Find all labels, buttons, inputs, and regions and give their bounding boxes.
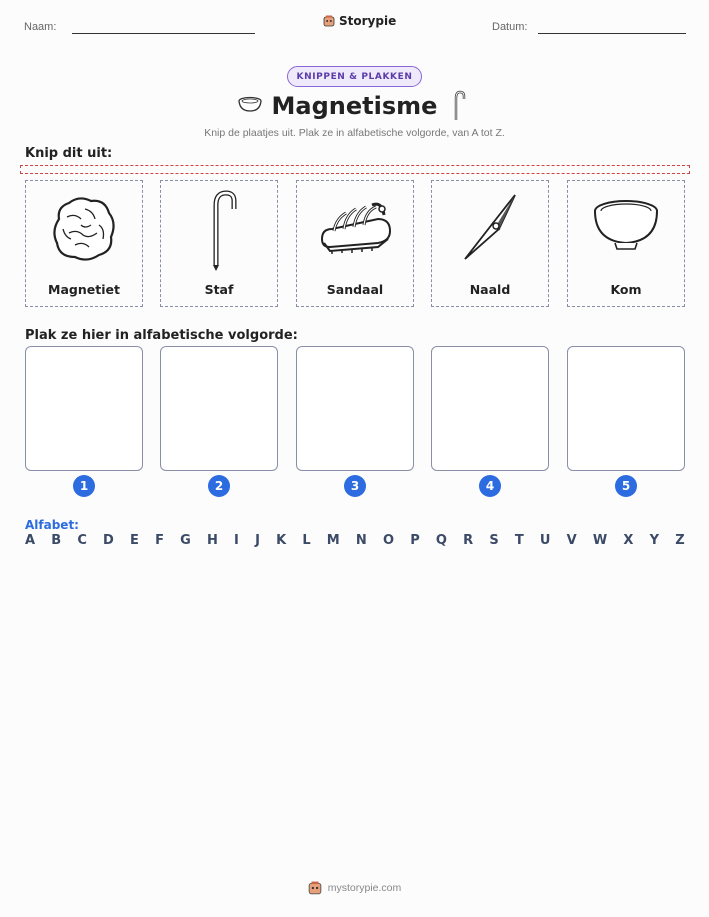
- alphabet-letter: W: [592, 533, 608, 548]
- alphabet-letter: D: [103, 533, 114, 548]
- footer: [0, 881, 709, 895]
- activity-type-badge: KNIPPEN & PLAKKEN: [287, 66, 422, 87]
- page-title: Magnetisme: [271, 92, 438, 120]
- instructions: Knip de plaatjes uit. Plak ze in alfabetische volgorde, van A tot Z.: [204, 127, 505, 139]
- alphabet-letter: X: [623, 533, 634, 548]
- magnetite-rock-icon: [45, 189, 123, 271]
- paste-slot-3[interactable]: [296, 346, 414, 471]
- slot-number-5: 5: [615, 475, 637, 497]
- alphabet-letter: Q: [435, 533, 447, 548]
- paste-slot-4[interactable]: [431, 346, 549, 471]
- paste-slot-5[interactable]: [567, 346, 685, 471]
- card-label: Sandaal: [326, 282, 384, 297]
- cut-section-title: Knip dit uit:: [25, 146, 113, 161]
- alphabet-letter: H: [206, 533, 218, 548]
- date-line[interactable]: [538, 33, 686, 34]
- alphabet-letter: T: [514, 533, 524, 548]
- alphabet-letter: P: [410, 533, 420, 548]
- slot-number-1: 1: [73, 475, 95, 497]
- alphabet-title: Alfabet:: [25, 518, 79, 532]
- alphabet-row: [25, 533, 685, 548]
- alphabet-letter: S: [489, 533, 499, 548]
- alphabet-letter: K: [276, 533, 287, 548]
- storypie-mascot-icon: [323, 15, 335, 27]
- card-label: Kom: [610, 282, 642, 297]
- sandal-icon: [316, 189, 394, 271]
- paste-slot-1[interactable]: [25, 346, 143, 471]
- cut-card-staf[interactable]: [160, 180, 278, 307]
- card-label: Staf: [204, 282, 234, 297]
- alphabet-letter: B: [51, 533, 62, 548]
- alphabet-letter: V: [566, 533, 577, 548]
- alphabet-letter: A: [25, 533, 36, 548]
- bowl-icon: [587, 189, 665, 271]
- alphabet-letter: L: [302, 533, 311, 548]
- logo-text: Storypie: [339, 14, 397, 28]
- storypie-mascot-icon: [308, 881, 322, 895]
- slot-number-3: 3: [344, 475, 366, 497]
- alphabet-letter: J: [255, 533, 260, 548]
- alphabet-letter: N: [355, 533, 367, 548]
- staff-icon: [180, 189, 258, 271]
- name-line[interactable]: [72, 33, 255, 34]
- staff-icon: [450, 90, 466, 122]
- storypie-logo: [323, 14, 396, 28]
- alphabet-letter: M: [326, 533, 340, 548]
- footer-url[interactable]: mystorypie.com: [327, 882, 402, 894]
- alphabet-letter: G: [180, 533, 191, 548]
- date-label: Datum:: [492, 21, 528, 33]
- name-label: Naam:: [24, 21, 57, 33]
- slot-number-4: 4: [479, 475, 501, 497]
- alphabet-letter: C: [77, 533, 87, 548]
- alphabet-letter: Z: [675, 533, 685, 548]
- alphabet-letter: U: [539, 533, 551, 548]
- alphabet-letter: E: [130, 533, 139, 548]
- paste-section-title: Plak ze hier in alfabetische volgorde:: [25, 328, 298, 343]
- cut-card-naald[interactable]: [431, 180, 549, 307]
- paste-slot-2[interactable]: [160, 346, 278, 471]
- alphabet-letter: F: [155, 533, 164, 548]
- alphabet-letter: Y: [649, 533, 660, 548]
- cut-line: [20, 165, 690, 174]
- card-label: Naald: [469, 282, 511, 297]
- alphabet-letter: O: [382, 533, 395, 548]
- cut-card-magnetiet[interactable]: [25, 180, 143, 307]
- needle-icon: [451, 189, 529, 271]
- card-label: Magnetiet: [48, 282, 120, 297]
- alphabet-letter: I: [234, 533, 239, 548]
- alphabet-letter: R: [463, 533, 474, 548]
- cut-card-sandaal[interactable]: [296, 180, 414, 307]
- slot-number-2: 2: [208, 475, 230, 497]
- cut-card-kom[interactable]: [567, 180, 685, 307]
